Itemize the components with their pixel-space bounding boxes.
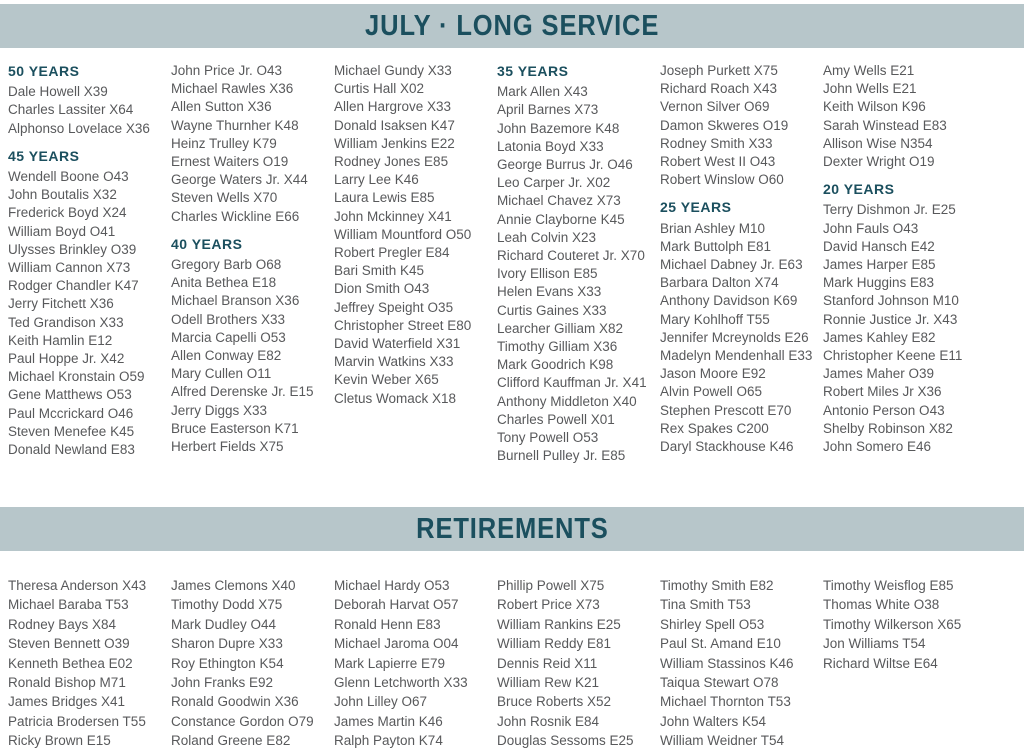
employee-name: Michael Kronstain O59: [8, 369, 145, 385]
service-years-heading: 45 YEARS: [8, 147, 80, 164]
employee-name: Robert Winslow O60: [660, 172, 784, 188]
employee-name: John Walters K54: [660, 713, 767, 729]
employee-name: Herbert Fields X75: [171, 439, 284, 455]
long-service-header-band: [0, 4, 1024, 48]
employee-name: Ivory Ellison E85: [497, 266, 598, 282]
employee-name: John Fauls O43: [823, 220, 919, 236]
employee-name: Mark Goodrich K98: [497, 357, 614, 373]
employee-name: Allen Hargrove X33: [334, 99, 452, 115]
employee-name: Stanford Johnson M10: [823, 293, 959, 309]
employee-name: Shelby Robinson X82: [823, 420, 953, 436]
employee-name: Charles Powell X01: [497, 411, 615, 427]
employee-name: Michael Chavez X73: [497, 193, 621, 209]
name-column: [497, 62, 660, 465]
employee-name: Douglas Sessoms E25: [497, 733, 634, 749]
employee-name: John Franks E92: [171, 675, 274, 691]
employee-name: Taiqua Stewart O78: [660, 675, 779, 691]
employee-name: Michael Gundy X33: [334, 63, 452, 78]
name-column: [660, 576, 823, 751]
employee-name: Bruce Roberts X52: [497, 694, 612, 710]
employee-name: Rex Spakes C200: [660, 420, 769, 436]
employee-name: Shirley Spell O53: [660, 616, 765, 632]
employee-name: Sharon Dupre X33: [171, 636, 283, 652]
employee-name: Wendell Boone O43: [8, 169, 129, 185]
employee-name: Jennifer Mcreynolds E26: [660, 329, 809, 345]
employee-name: Leo Carper Jr. X02: [497, 175, 611, 191]
employee-name: Heinz Trulley K79: [171, 135, 277, 151]
employee-name: Ronald Goodwin X36: [171, 694, 299, 710]
employee-name: Paul Mccrickard O46: [8, 405, 134, 421]
employee-name: Charles Wickline E66: [171, 208, 300, 224]
employee-name: John Bazemore K48: [497, 120, 620, 136]
employee-name: Dale Howell X39: [8, 84, 108, 100]
employee-name: Amy Wells E21: [823, 63, 915, 78]
name-column: [660, 62, 823, 456]
employee-name: Keith Hamlin E12: [8, 332, 113, 348]
employee-name: Vernon Silver O69: [660, 99, 770, 115]
employee-name: Deborah Harvat O57: [334, 597, 459, 613]
employee-name: Wayne Thurnher K48: [171, 117, 299, 133]
employee-name: William Stassinos K46: [660, 655, 794, 671]
employee-name: Ted Grandison X33: [8, 314, 124, 330]
employee-name: Roland Greene E82: [171, 733, 291, 749]
name-column: [334, 62, 497, 408]
employee-name: Jerry Fitchett X36: [8, 296, 114, 312]
employee-name: Timothy Gilliam X36: [497, 339, 618, 355]
employee-name: Jerry Diggs X33: [171, 402, 268, 418]
employee-name: Mark Allen X43: [497, 84, 588, 100]
name-column: [8, 576, 171, 751]
name-column: [8, 62, 171, 459]
employee-name: Antonio Person O43: [823, 402, 945, 418]
employee-name: Rodney Smith X33: [660, 135, 773, 151]
employee-name: Theresa Anderson X43: [8, 578, 147, 593]
employee-name: Christopher Keene E11: [823, 348, 963, 364]
employee-name: William Cannon X73: [8, 260, 131, 276]
employee-name: James Bridges X41: [8, 694, 126, 710]
employee-name: William Rew K21: [497, 675, 600, 691]
employee-name: David Waterfield X31: [334, 336, 461, 352]
employee-name: Brian Ashley M10: [660, 220, 766, 236]
employee-name: David Hansch E42: [823, 238, 935, 254]
name-column: [823, 576, 1024, 673]
retirements-header-band: [0, 507, 1024, 551]
employee-name: Jeffrey Speight O35: [334, 299, 454, 315]
employee-name: Kevin Weber X65: [334, 372, 439, 388]
employee-name: Allison Wise N354: [823, 135, 933, 151]
employee-name: Barbara Dalton X74: [660, 275, 779, 291]
employee-name: Donald Isaksen K47: [334, 117, 455, 133]
employee-name: John Rosnik E84: [497, 713, 600, 729]
employee-name: Gregory Barb O68: [171, 257, 282, 273]
employee-name: Mark Huggins E83: [823, 275, 935, 291]
employee-name: Richard Couteret Jr. X70: [497, 248, 645, 264]
employee-name: William Boyd O41: [8, 223, 116, 239]
employee-name: Timothy Smith E82: [660, 578, 774, 593]
employee-name: Marvin Watkins X33: [334, 354, 454, 370]
long-service-title: JULY · LONG SERVICE: [364, 9, 660, 42]
employee-name: Steven Menefee K45: [8, 423, 135, 439]
employee-name: Ronald Bishop M71: [8, 675, 126, 691]
employee-name: Odell Brothers X33: [171, 311, 286, 327]
employee-name: Anthony Middleton X40: [497, 393, 637, 409]
employee-name: Rodney Bays X84: [8, 616, 117, 632]
service-years-heading: 25 YEARS: [660, 199, 732, 216]
name-column: [497, 576, 660, 751]
employee-name: John Wells E21: [823, 81, 917, 97]
employee-name: Rodney Jones E85: [334, 154, 449, 170]
employee-name: Michael Hardy O53: [334, 578, 450, 593]
employee-name: Michael Branson X36: [171, 293, 300, 309]
employee-name: Damon Skweres O19: [660, 117, 789, 133]
employee-name: Tony Powell O53: [497, 430, 599, 446]
employee-name: George Waters Jr. X44: [171, 172, 308, 188]
name-column: [823, 62, 1024, 456]
employee-name: Alfred Derenske Jr. E15: [171, 384, 314, 400]
employee-name: Stephen Prescott E70: [660, 402, 792, 418]
employee-name: John Lilley O67: [334, 694, 428, 710]
employee-name: Mark Dudley O44: [171, 616, 277, 632]
employee-name: Allen Sutton X36: [171, 99, 272, 115]
employee-name: Mark Buttolph E81: [660, 238, 772, 254]
employee-name: Roy Ethington K54: [171, 655, 284, 671]
employee-name: Richard Roach X43: [660, 81, 778, 97]
employee-name: Christopher Street E80: [334, 317, 472, 333]
employee-name: Learcher Gilliam X82: [497, 320, 624, 336]
employee-name: William Weidner T54: [660, 733, 785, 749]
employee-name: Ulysses Brinkley O39: [8, 241, 137, 257]
employee-name: Phillip Powell X75: [497, 578, 605, 593]
employee-name: Curtis Gaines X33: [497, 302, 607, 318]
employee-name: Alphonso Lovelace X36: [8, 120, 150, 136]
service-years-heading: 20 YEARS: [823, 181, 895, 198]
employee-name: Ronnie Justice Jr. X43: [823, 311, 958, 327]
employee-name: Richard Wiltse E64: [823, 655, 938, 671]
name-column: [171, 62, 334, 456]
employee-name: Daryl Stackhouse K46: [660, 439, 794, 455]
employee-name: Robert Miles Jr X36: [823, 384, 942, 400]
employee-name: Laura Lewis E85: [334, 190, 435, 206]
employee-name: James Clemons X40: [171, 578, 296, 593]
employee-name: Patricia Brodersen T55: [8, 713, 146, 729]
employee-name: Jason Moore E92: [660, 366, 766, 382]
employee-name: Paul Hoppe Jr. X42: [8, 351, 125, 367]
employee-name: Michael Baraba T53: [8, 597, 129, 613]
employee-name: Curtis Hall X02: [334, 81, 425, 97]
employee-name: Michael Dabney Jr. E63: [660, 257, 803, 273]
employee-name: Gene Matthews O53: [8, 387, 132, 403]
employee-name: Michael Rawles X36: [171, 81, 294, 97]
employee-name: Ronald Henn E83: [334, 616, 441, 632]
employee-name: Mary Cullen O11: [171, 366, 272, 382]
name-column: [171, 576, 334, 751]
employee-name: Madelyn Mendenhall E33: [660, 348, 813, 364]
employee-name: John Boutalis X32: [8, 187, 117, 203]
employee-name: Thomas White O38: [823, 597, 940, 613]
employee-name: Alvin Powell O65: [660, 384, 763, 400]
employee-name: Timothy Weisflog E85: [823, 578, 954, 593]
employee-name: William Mountford O50: [334, 226, 472, 242]
employee-name: April Barnes X73: [497, 102, 599, 118]
employee-name: Joseph Purkett X75: [660, 63, 778, 78]
employee-name: George Burrus Jr. O46: [497, 157, 633, 173]
employee-name: Dexter Wright O19: [823, 154, 935, 170]
employee-name: Michael Jaroma O04: [334, 636, 459, 652]
employee-name: Glenn Letchworth X33: [334, 675, 468, 691]
employee-name: Helen Evans X33: [497, 284, 602, 300]
employee-name: Burnell Pulley Jr. E85: [497, 448, 626, 464]
employee-name: Latonia Boyd X33: [497, 138, 604, 154]
employee-name: Steven Wells X70: [171, 190, 278, 206]
employee-name: Donald Newland E83: [8, 442, 135, 458]
employee-name: Dion Smith O43: [334, 281, 430, 297]
employee-name: Sarah Winstead E83: [823, 117, 947, 133]
employee-name: Ricky Brown E15: [8, 733, 111, 749]
employee-name: Frederick Boyd X24: [8, 205, 127, 221]
employee-name: Kenneth Bethea E02: [8, 655, 133, 671]
employee-name: Mark Lapierre E79: [334, 655, 446, 671]
employee-name: John Somero E46: [823, 439, 932, 455]
service-years-heading: 35 YEARS: [497, 63, 569, 79]
employee-name: Rodger Chandler K47: [8, 278, 139, 294]
employee-name: Terry Dishmon Jr. E25: [823, 202, 956, 218]
employee-name: Clifford Kauffman Jr. X41: [497, 375, 647, 391]
employee-name: Robert West II O43: [660, 154, 776, 170]
employee-name: James Harper E85: [823, 257, 936, 273]
long-service-columns: [8, 62, 1024, 465]
name-column: [334, 576, 497, 751]
employee-name: Bruce Easterson K71: [171, 420, 299, 436]
employee-name: Tina Smith T53: [660, 597, 751, 613]
retirements-columns: [8, 576, 1024, 751]
employee-name: Steven Bennett O39: [8, 636, 130, 652]
employee-name: Michael Thornton T53: [660, 694, 791, 710]
employee-name: Marcia Capelli O53: [171, 329, 286, 345]
employee-name: James Maher O39: [823, 366, 935, 382]
retirements-title: RETIREMENTS: [415, 512, 609, 545]
employee-name: Ralph Payton K74: [334, 733, 443, 749]
employee-name: John Mckinney X41: [334, 208, 452, 224]
employee-name: William Reddy E81: [497, 636, 612, 652]
employee-name: Bari Smith K45: [334, 263, 425, 279]
employee-name: Timothy Dodd X75: [171, 597, 283, 613]
employee-name: Leah Colvin X23: [497, 229, 597, 245]
employee-name: Anita Bethea E18: [171, 275, 277, 291]
service-years-heading: 40 YEARS: [171, 235, 243, 252]
employee-name: James Kahley E82: [823, 329, 936, 345]
employee-name: William Rankins E25: [497, 616, 621, 632]
employee-name: Annie Clayborne K45: [497, 211, 625, 227]
employee-name: John Price Jr. O43: [171, 63, 283, 78]
service-years-heading: 50 YEARS: [8, 63, 80, 79]
employee-name: Charles Lassiter X64: [8, 102, 134, 118]
employee-name: Paul St. Amand E10: [660, 636, 781, 652]
employee-name: Cletus Womack X18: [334, 390, 457, 406]
employee-name: Allen Conway E82: [171, 348, 282, 364]
employee-name: Dennis Reid X11: [497, 655, 598, 671]
employee-name: Timothy Wilkerson X65: [823, 616, 962, 632]
employee-name: Ernest Waiters O19: [171, 154, 289, 170]
employee-name: Keith Wilson K96: [823, 99, 926, 115]
employee-name: Constance Gordon O79: [171, 713, 314, 729]
employee-name: Robert Price X73: [497, 597, 600, 613]
employee-name: Mary Kohlhoff T55: [660, 311, 770, 327]
employee-name: Jon Williams T54: [823, 636, 926, 652]
employee-name: Robert Pregler E84: [334, 245, 450, 261]
employee-name: Larry Lee K46: [334, 172, 419, 188]
employee-name: James Martin K46: [334, 713, 443, 729]
employee-name: Anthony Davidson K69: [660, 293, 798, 309]
employee-name: William Jenkins E22: [334, 135, 455, 151]
